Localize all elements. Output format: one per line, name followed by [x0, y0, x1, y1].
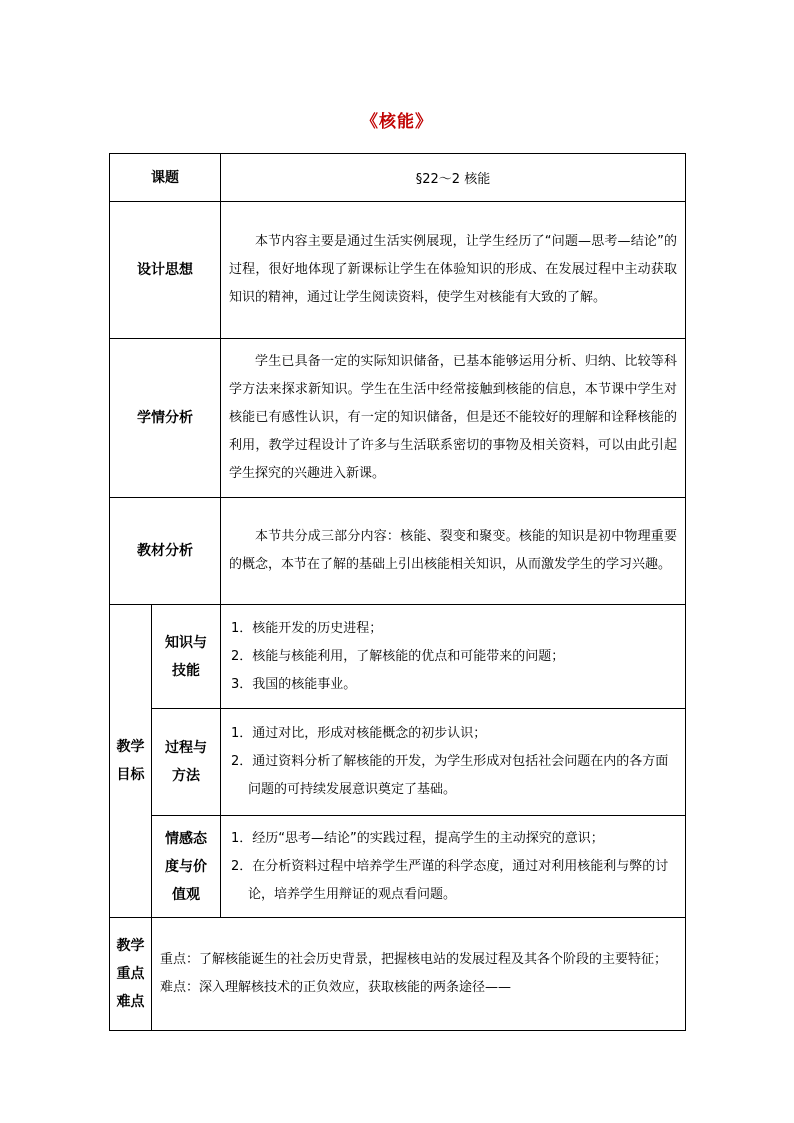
knowledge-label — [152, 605, 221, 709]
keypoints-label-line1: 教学 — [116, 938, 145, 954]
course-label: 课题 — [110, 154, 221, 202]
material-text: 本节共分成三部分内容：核能、裂变和聚变。核能的知识是初中物理重要的概念，本节在了解的基础上引出核能相关知识，从而激发学生的学习兴趣。 — [221, 498, 686, 605]
process-list — [221, 720, 685, 804]
list-item: 2．核能与核能利用，了解核能的优点和可能带来的问题； — [231, 648, 565, 664]
course-value: §22～2 核能 — [221, 154, 686, 202]
knowledge-label-line1: 知识与 — [165, 634, 207, 651]
process-cell — [221, 709, 686, 816]
list-item: 1．核能开发的历史进程； — [231, 620, 383, 636]
keypoints-label-line3: 难点 — [116, 994, 145, 1010]
row-goal-process — [110, 709, 686, 816]
goals-label — [110, 605, 152, 918]
list-item: 3．我国的核能事业。 — [231, 676, 357, 692]
design-label: 设计思想 — [110, 202, 221, 339]
process-label — [152, 709, 221, 816]
document-title: 《核能》 — [361, 112, 433, 132]
keypoints-label — [110, 918, 152, 1031]
knowledge-label-line2: 技能 — [172, 662, 200, 679]
knowledge-cell — [221, 605, 686, 709]
list-item: 2．在分析资料过程中培养学生严谨的科学态度，通过对利用核能利与弊的讨论，培养学生用辩证的观点看问题。 — [231, 858, 669, 902]
key-point: 重点：了解核能诞生的社会历史背景，把握核电站的发展过程及其各个阶段的主要特征； — [160, 952, 668, 967]
keypoints-text — [152, 946, 685, 1002]
row-keypoints — [110, 918, 686, 1031]
emotion-list — [221, 825, 685, 909]
goals-label-line2: 目标 — [116, 767, 145, 783]
emotion-label — [152, 816, 221, 918]
student-label: 学情分析 — [110, 339, 221, 498]
lesson-plan-table — [109, 153, 686, 1031]
emotion-label-line1: 情感态 — [165, 830, 207, 847]
row-goal-knowledge — [110, 605, 686, 709]
knowledge-list — [221, 615, 685, 699]
student-text: 学生已具备一定的实际知识储备，已基本能够运用分析、归纳、比较等科学方法来探求新知识。学生在生活中经常接触到核能的信息，本节课中学生对核能已有感性认识，有一定的知识储备，但是还不能较好的理解和诠释核能的利用，教学过程设计了许多与生活联系密切的事物及相关资料，可以由此引起学生探究的兴趣进入新课。 — [221, 339, 686, 498]
emotion-cell — [221, 816, 686, 918]
design-text: 本节内容主要是通过生活实例展现，让学生经历了“问题—思考—结论”的过程，很好地体现了新课标让学生在体验知识的形成、在发展过程中主动获取知识的精神，通过让学生阅读资料，使学生对核能有大致的了解。 — [221, 202, 686, 339]
list-item: 1．通过对比，形成对核能概念的初步认识； — [231, 726, 487, 741]
keypoints-cell — [152, 918, 686, 1031]
row-course — [110, 154, 686, 202]
row-student — [110, 339, 686, 498]
process-label-line1: 过程与 — [165, 740, 207, 756]
row-material — [110, 498, 686, 605]
row-design — [110, 202, 686, 339]
row-goal-emotion — [110, 816, 686, 918]
keypoints-label-line2: 重点 — [116, 966, 145, 982]
process-label-line2: 方法 — [172, 768, 200, 784]
emotion-label-line2: 度与价 — [165, 858, 207, 875]
material-label: 教材分析 — [110, 498, 221, 605]
list-item: 1．经历“思考—结论”的实践过程，提高学生的主动探究的意识； — [231, 830, 604, 846]
goals-label-line1: 教学 — [116, 739, 145, 755]
emotion-label-line3: 值观 — [172, 886, 200, 903]
difficult-point: 难点：深入理解核技术的正负效应，获取核能的两条途径—— — [160, 980, 512, 995]
list-item: 2．通过资料分析了解核能的开发，为学生形成对包括社会问题在内的各方面问题的可持续发展意识奠定了基础。 — [231, 754, 669, 797]
